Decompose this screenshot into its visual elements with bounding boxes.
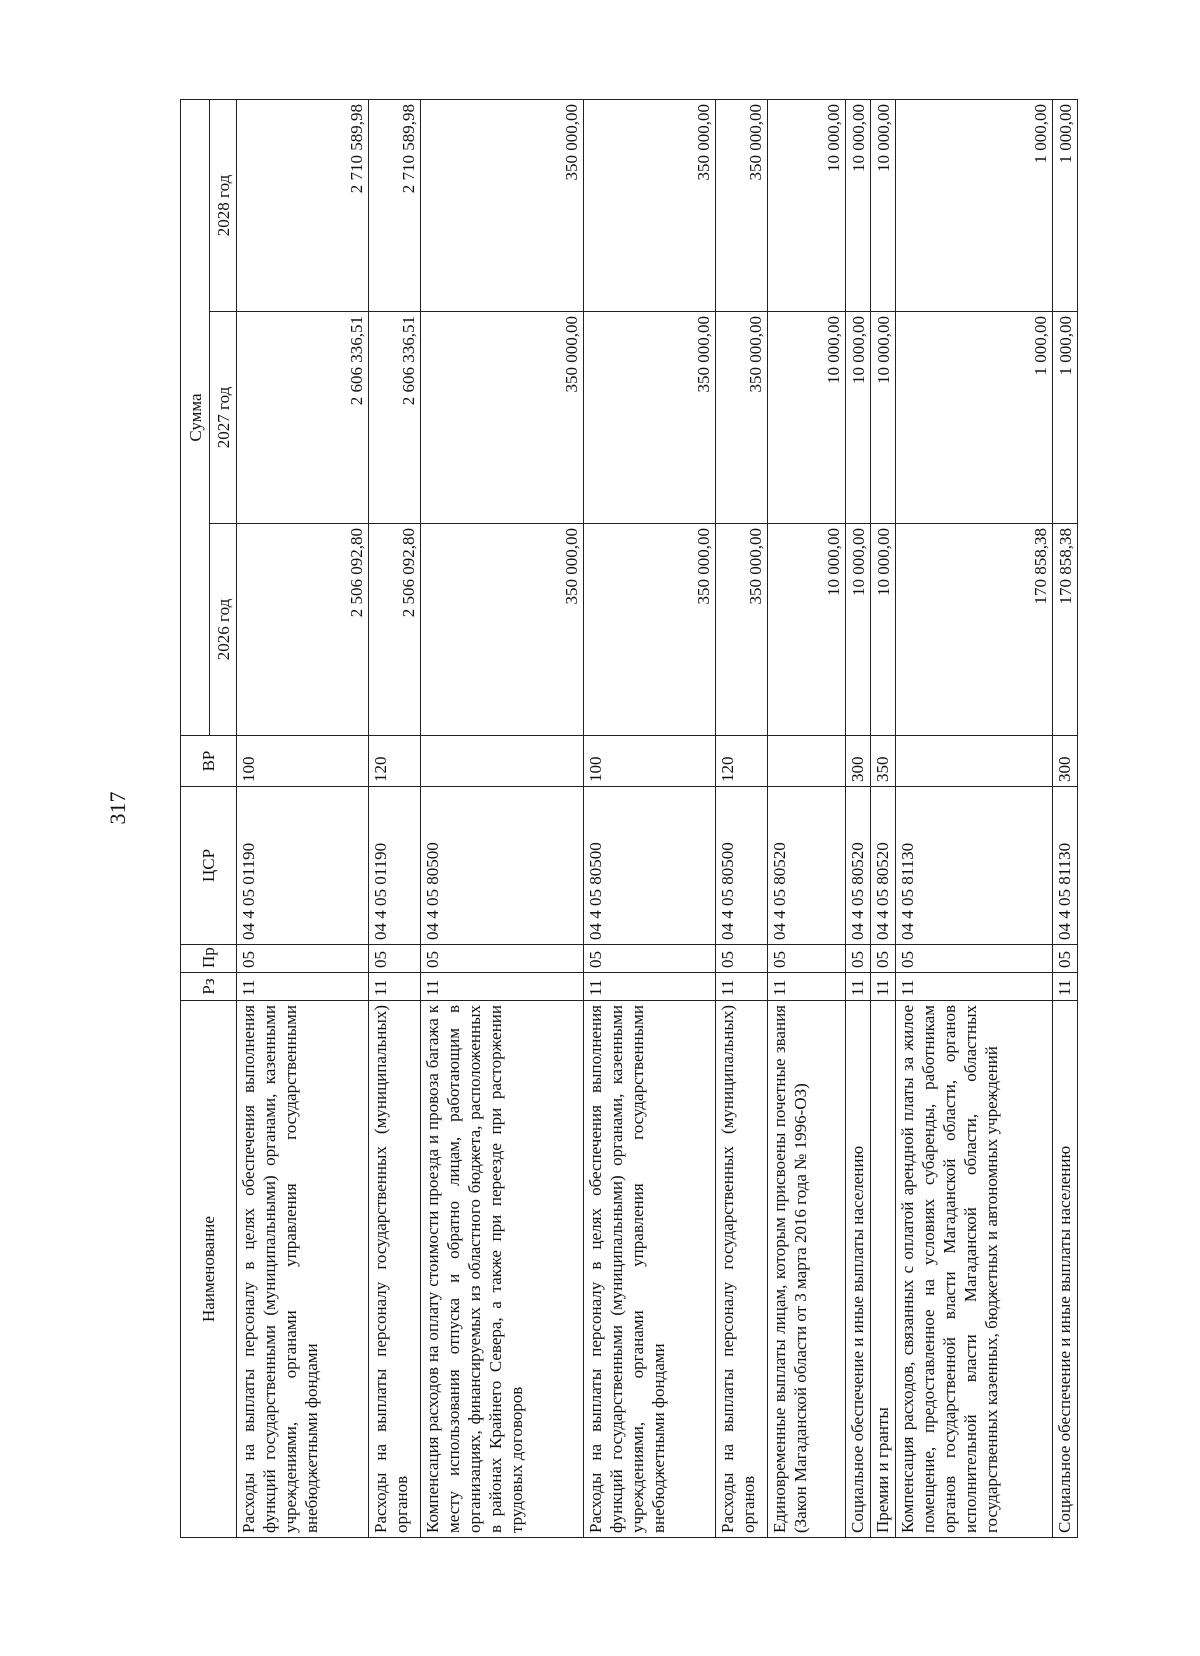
table-row — [716, 100, 768, 1538]
row-rz: 11 — [421, 973, 584, 1001]
rotated-table-container — [180, 100, 1078, 1538]
row-2027: 2 606 336,51 — [368, 312, 420, 524]
header-sum: Сумма — [181, 100, 210, 736]
row-vr — [421, 736, 584, 787]
table-row — [368, 100, 420, 1538]
page-number: 317 — [105, 791, 130, 825]
table-row — [1052, 100, 1077, 1538]
row-2028: 1 000,00 — [895, 100, 1052, 312]
table-row — [421, 100, 584, 1538]
row-rz: 11 — [584, 973, 716, 1001]
header-pr: Пр — [181, 945, 237, 973]
row-rz: 11 — [870, 973, 895, 1001]
row-pr: 05 — [870, 945, 895, 973]
row-2028: 350 000,00 — [421, 100, 584, 312]
row-pr: 05 — [368, 945, 420, 973]
row-name: Расходы на выплаты персоналу в целях обеспечения выполнения функций государственными (муниципальными) органами, казенными учреждениями, органами управления государственными внебюджетными фондами — [237, 1001, 369, 1538]
row-csr: 04 4 05 81130 — [1052, 787, 1077, 945]
table-row — [237, 100, 369, 1538]
header-csr: ЦСР — [181, 787, 237, 945]
header-year-2026: 2026 год — [210, 524, 237, 736]
table-row — [895, 100, 1052, 1538]
row-name: Социальное обеспечение и иные выплаты населению — [845, 1001, 870, 1538]
row-csr: 04 4 05 01190 — [237, 787, 369, 945]
row-pr: 05 — [237, 945, 369, 973]
row-csr: 04 4 05 80500 — [716, 787, 768, 945]
row-name: Единовременные выплаты лицам, которым присвоены почетные звания (Закон Магаданской области от 3 марта 2016 года № 1996-ОЗ) — [768, 1001, 845, 1538]
row-2028: 350 000,00 — [716, 100, 768, 312]
budget-table-rotated — [180, 100, 1078, 1538]
row-2027: 10 000,00 — [870, 312, 895, 524]
row-pr: 05 — [584, 945, 716, 973]
row-vr: 120 — [716, 736, 768, 787]
row-2028: 10 000,00 — [768, 100, 845, 312]
row-csr: 04 4 05 80500 — [421, 787, 584, 945]
row-2028: 10 000,00 — [845, 100, 870, 312]
row-name: Компенсация расходов, связанных с оплатой арендной платы за жилое помещение, предоставленное на условиях субаренды, работникам органов государственной власти Магаданской области, органов исполнительной власти Магаданской области, областных государственных казенных, бюджетных и автономных учреждений — [895, 1001, 1052, 1538]
row-rz: 11 — [768, 973, 845, 1001]
row-2028: 350 000,00 — [584, 100, 716, 312]
row-rz: 11 — [845, 973, 870, 1001]
row-2026: 10 000,00 — [768, 524, 845, 736]
row-2026: 350 000,00 — [716, 524, 768, 736]
header-year-2027: 2027 год — [210, 312, 237, 524]
row-2027: 2 606 336,51 — [237, 312, 369, 524]
row-2026: 10 000,00 — [845, 524, 870, 736]
row-name: Расходы на выплаты персоналу в целях обеспечения выполнения функций государственными (муниципальными) органами, казенными учреждениями, органами управления государственными внебюджетными фондами — [584, 1001, 716, 1538]
header-vr: ВР — [181, 736, 237, 787]
row-2027: 10 000,00 — [845, 312, 870, 524]
row-2026: 350 000,00 — [421, 524, 584, 736]
row-2028: 10 000,00 — [870, 100, 895, 312]
row-name: Расходы на выплаты персоналу государственных (муниципальных) органов — [368, 1001, 420, 1538]
row-2027: 10 000,00 — [768, 312, 845, 524]
row-rz: 11 — [368, 973, 420, 1001]
row-csr: 04 4 05 01190 — [368, 787, 420, 945]
row-2026: 170 858,38 — [1052, 524, 1077, 736]
row-vr: 300 — [845, 736, 870, 787]
row-rz: 11 — [716, 973, 768, 1001]
header-rz: Рз — [181, 973, 237, 1001]
row-rz: 11 — [895, 973, 1052, 1001]
row-vr: 350 — [870, 736, 895, 787]
table-row — [768, 100, 845, 1538]
row-2026: 350 000,00 — [584, 524, 716, 736]
row-csr: 04 4 05 81130 — [895, 787, 1052, 945]
row-name: Компенсация расходов на оплату стоимости проезда и провоза багажа к месту использования отпуска и обратно лицам, работающим в организациях, финансируемых из областного бюджета, расположенных в районах Крайнего Севера, а также при переезде при расторжении трудовых договоров — [421, 1001, 584, 1538]
row-2026: 10 000,00 — [870, 524, 895, 736]
header-row-1 — [181, 100, 210, 1538]
row-pr: 05 — [895, 945, 1052, 973]
row-2027: 350 000,00 — [716, 312, 768, 524]
budget-table — [180, 99, 1078, 1538]
row-2028: 1 000,00 — [1052, 100, 1077, 312]
row-2027: 350 000,00 — [584, 312, 716, 524]
row-csr: 04 4 05 80520 — [845, 787, 870, 945]
header-name: Наименование — [181, 1001, 237, 1538]
row-2026: 2 506 092,80 — [368, 524, 420, 736]
row-2028: 2 710 589,98 — [368, 100, 420, 312]
row-2027: 1 000,00 — [1052, 312, 1077, 524]
row-pr: 05 — [1052, 945, 1077, 973]
row-name: Премии и гранты — [870, 1001, 895, 1538]
table-row — [584, 100, 716, 1538]
row-vr: 100 — [584, 736, 716, 787]
row-2027: 350 000,00 — [421, 312, 584, 524]
header-year-2028: 2028 год — [210, 100, 237, 312]
row-vr: 100 — [237, 736, 369, 787]
row-2026: 2 506 092,80 — [237, 524, 369, 736]
row-csr: 04 4 05 80500 — [584, 787, 716, 945]
row-rz: 11 — [237, 973, 369, 1001]
row-vr: 120 — [368, 736, 420, 787]
row-vr — [895, 736, 1052, 787]
row-pr: 05 — [421, 945, 584, 973]
row-pr: 05 — [716, 945, 768, 973]
row-2027: 1 000,00 — [895, 312, 1052, 524]
row-csr: 04 4 05 80520 — [870, 787, 895, 945]
row-pr: 05 — [768, 945, 845, 973]
row-name: Социальное обеспечение и иные выплаты населению — [1052, 1001, 1077, 1538]
row-2028: 2 710 589,98 — [237, 100, 369, 312]
row-vr — [768, 736, 845, 787]
row-vr: 300 — [1052, 736, 1077, 787]
table-row — [870, 100, 895, 1538]
row-2026: 170 858,38 — [895, 524, 1052, 736]
row-csr: 04 4 05 80520 — [768, 787, 845, 945]
table-row — [845, 100, 870, 1538]
row-name: Расходы на выплаты персоналу государственных (муниципальных) органов — [716, 1001, 768, 1538]
row-pr: 05 — [845, 945, 870, 973]
row-rz: 11 — [1052, 973, 1077, 1001]
